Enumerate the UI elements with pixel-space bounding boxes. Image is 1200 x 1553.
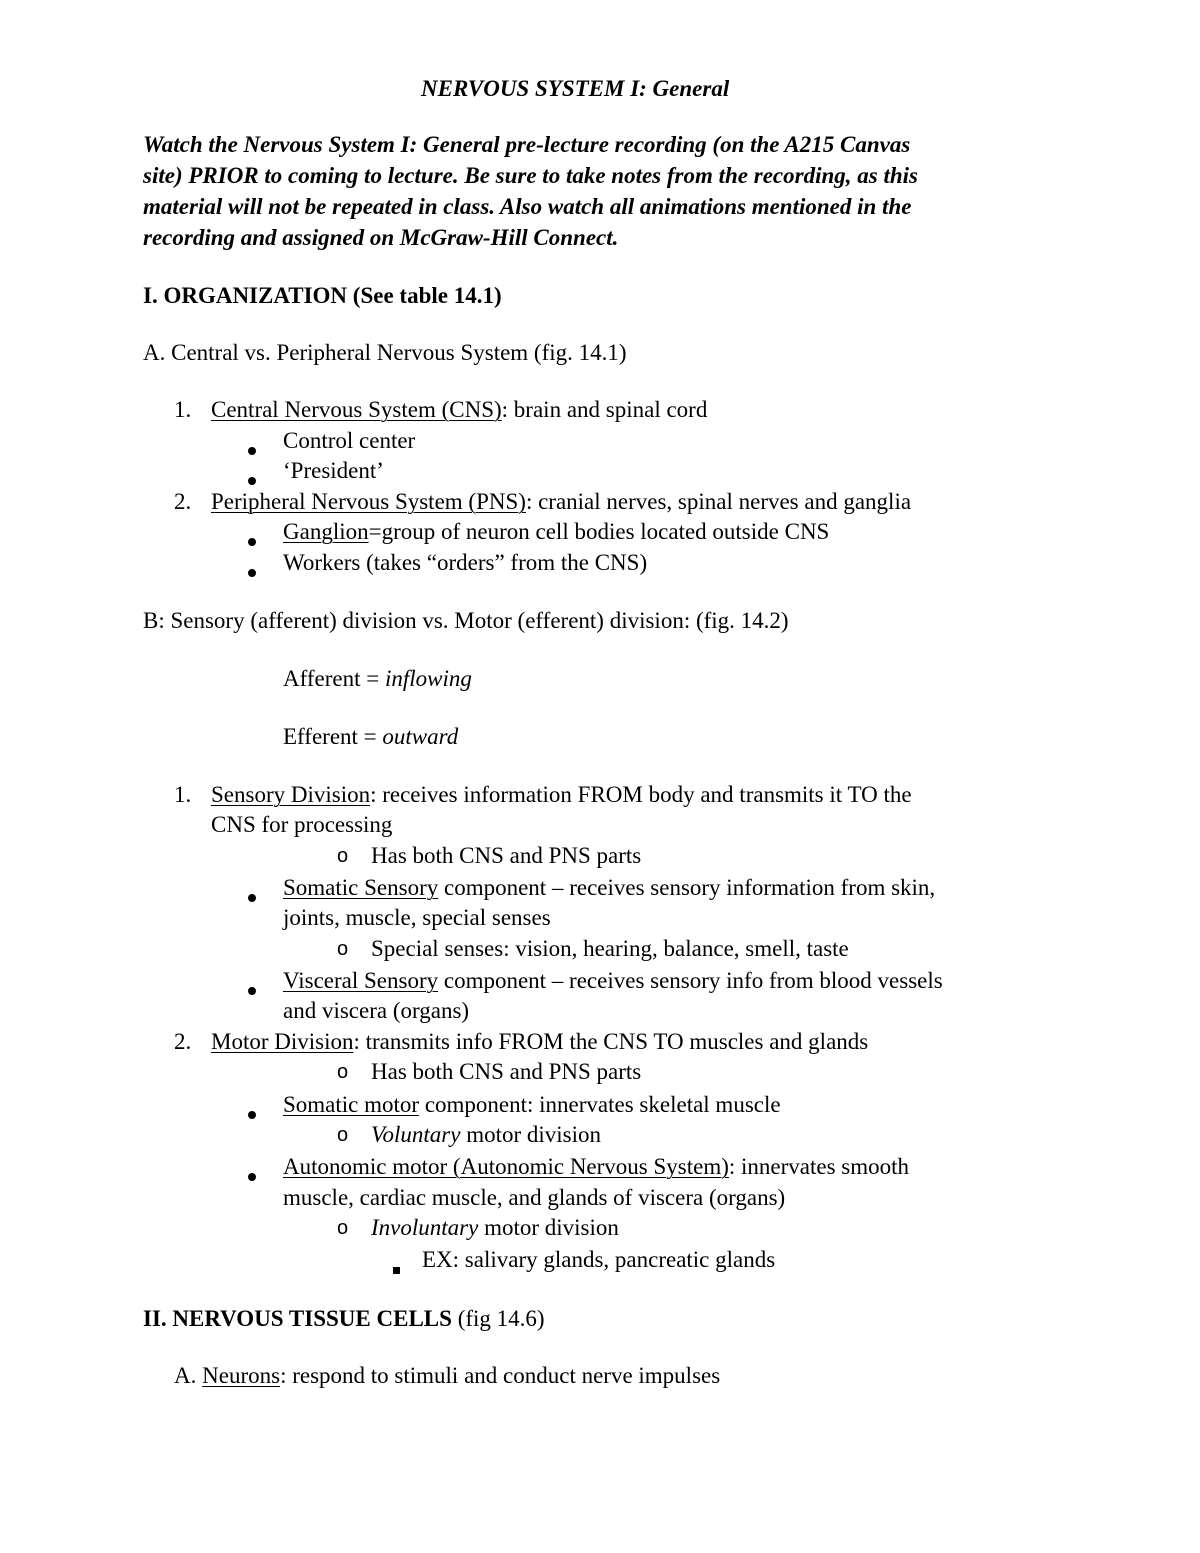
section-1b-heading: B: Sensory (afferent) division vs. Motor (efferent) division: (fig. 14.2) bbox=[143, 608, 789, 633]
bullet-icon bbox=[248, 883, 256, 906]
section-2-heading-bold: II. NERVOUS TISSUE CELLS bbox=[143, 1306, 452, 1331]
afferent-label: Afferent = bbox=[283, 666, 385, 691]
list-number: 2. bbox=[174, 489, 192, 514]
cns-definition: : brain and spinal cord bbox=[501, 397, 708, 422]
somatic-sensory-item bbox=[283, 876, 935, 899]
sensory-term: Sensory Division bbox=[211, 782, 371, 807]
list-number: 1. bbox=[174, 782, 192, 807]
section-1a-heading: A. Central vs. Peripheral Nervous System (fig. 14.1) bbox=[143, 340, 627, 365]
motor-definition: : transmits info FROM the CNS TO muscles and glands bbox=[353, 1029, 869, 1054]
visceral-sensory-term: Visceral Sensory bbox=[283, 968, 439, 993]
section-2-heading bbox=[143, 1307, 545, 1330]
notice-line-4: recording and assigned on McGraw-Hill Connect. bbox=[143, 225, 619, 250]
section-1-heading: I. ORGANIZATION (See table 14.1) bbox=[143, 283, 502, 308]
bullet-icon bbox=[248, 558, 256, 581]
notice-line-3: material will not be repeated in class. Also watch all animations mentioned in the bbox=[143, 194, 912, 219]
ganglion-definition: =group of neuron cell bodies located outside CNS bbox=[368, 519, 830, 544]
neurons-item bbox=[174, 1364, 720, 1387]
motor-term: Motor Division bbox=[211, 1029, 354, 1054]
list-number: 2. bbox=[174, 1029, 192, 1054]
cns-bullet-1: Control center bbox=[283, 428, 416, 453]
special-senses: Special senses: vision, hearing, balance, smell, taste bbox=[371, 936, 849, 961]
voluntary-term: Voluntary bbox=[371, 1122, 461, 1147]
visceral-sensory-definition-cont: and viscera (organs) bbox=[283, 998, 470, 1023]
circle-bullet-icon: o bbox=[337, 938, 349, 960]
cns-bullet-2: ‘President’ bbox=[283, 458, 384, 483]
page-title: NERVOUS SYSTEM I: General bbox=[421, 76, 730, 101]
sensory-item bbox=[211, 783, 912, 806]
voluntary-item bbox=[371, 1123, 601, 1146]
bullet-icon bbox=[248, 1100, 256, 1123]
afferent-definition bbox=[283, 667, 472, 690]
somatic-motor-term: Somatic motor bbox=[283, 1092, 420, 1117]
efferent-label: Efferent = bbox=[283, 724, 383, 749]
afferent-value: inflowing bbox=[384, 666, 472, 691]
autonomic-motor-definition-cont: muscle, cardiac muscle, and glands of viscera (organs) bbox=[283, 1185, 786, 1210]
involuntary-term: Involuntary bbox=[371, 1215, 479, 1240]
motor-sub-1: Has both CNS and PNS parts bbox=[371, 1059, 642, 1084]
visceral-sensory-item bbox=[283, 969, 943, 992]
neurons-term: Neurons bbox=[202, 1363, 281, 1388]
sensory-sub-1: Has both CNS and PNS parts bbox=[371, 843, 642, 868]
pns-bullet-1 bbox=[283, 520, 829, 543]
autonomic-motor-item bbox=[283, 1155, 909, 1178]
voluntary-rest: motor division bbox=[460, 1122, 602, 1147]
list-number: 1. bbox=[174, 397, 192, 422]
sensory-definition-cont: CNS for processing bbox=[211, 812, 393, 837]
pns-item bbox=[211, 490, 911, 513]
efferent-value: outward bbox=[382, 724, 459, 749]
pns-term: Peripheral Nervous System (PNS) bbox=[211, 489, 526, 514]
visceral-sensory-definition: component – receives sensory info from blood vessels bbox=[438, 968, 943, 993]
somatic-sensory-term: Somatic Sensory bbox=[283, 875, 439, 900]
involuntary-rest: motor division bbox=[478, 1215, 619, 1240]
sensory-definition: : receives information FROM body and transmits it TO the bbox=[370, 782, 912, 807]
cns-item bbox=[211, 398, 707, 421]
section-2-heading-fig: (fig 14.6) bbox=[451, 1306, 545, 1331]
neurons-definition: : respond to stimuli and conduct nerve impulses bbox=[280, 1363, 721, 1388]
somatic-motor-definition: component: innervates skeletal muscle bbox=[419, 1092, 781, 1117]
circle-bullet-icon: o bbox=[337, 1061, 349, 1083]
somatic-motor-item bbox=[283, 1093, 781, 1116]
neurons-label: A. bbox=[174, 1363, 203, 1388]
pns-bullet-2: Workers (takes “orders” from the CNS) bbox=[283, 550, 648, 575]
bullet-icon bbox=[248, 436, 256, 459]
autonomic-motor-definition: : innervates smooth bbox=[728, 1154, 910, 1179]
efferent-definition bbox=[283, 725, 458, 748]
square-bullet-icon bbox=[393, 1255, 400, 1278]
notice-line-2: site) PRIOR to coming to lecture. Be sure to take notes from the recording, as this bbox=[143, 163, 918, 188]
notice-line-1: Watch the Nervous System I: General pre-lecture recording (on the A215 Canvas bbox=[143, 132, 911, 157]
somatic-sensory-definition: component – receives sensory information from skin, bbox=[438, 875, 936, 900]
bullet-icon bbox=[248, 466, 256, 489]
cns-term: Central Nervous System (CNS) bbox=[211, 397, 502, 422]
bullet-icon bbox=[248, 527, 256, 550]
circle-bullet-icon: o bbox=[337, 845, 349, 867]
pns-definition: : cranial nerves, spinal nerves and ganglia bbox=[525, 489, 912, 514]
ganglion-term: Ganglion bbox=[283, 519, 369, 544]
circle-bullet-icon: o bbox=[337, 1217, 349, 1239]
bullet-icon bbox=[248, 1162, 256, 1185]
somatic-sensory-definition-cont: joints, muscle, special senses bbox=[283, 905, 551, 930]
autonomic-motor-term: Autonomic motor (Autonomic Nervous System) bbox=[283, 1154, 729, 1179]
motor-item bbox=[211, 1030, 868, 1053]
circle-bullet-icon: o bbox=[337, 1124, 349, 1146]
bullet-icon bbox=[248, 976, 256, 999]
example-glands: EX: salivary glands, pancreatic glands bbox=[422, 1247, 776, 1272]
involuntary-item bbox=[371, 1216, 619, 1239]
